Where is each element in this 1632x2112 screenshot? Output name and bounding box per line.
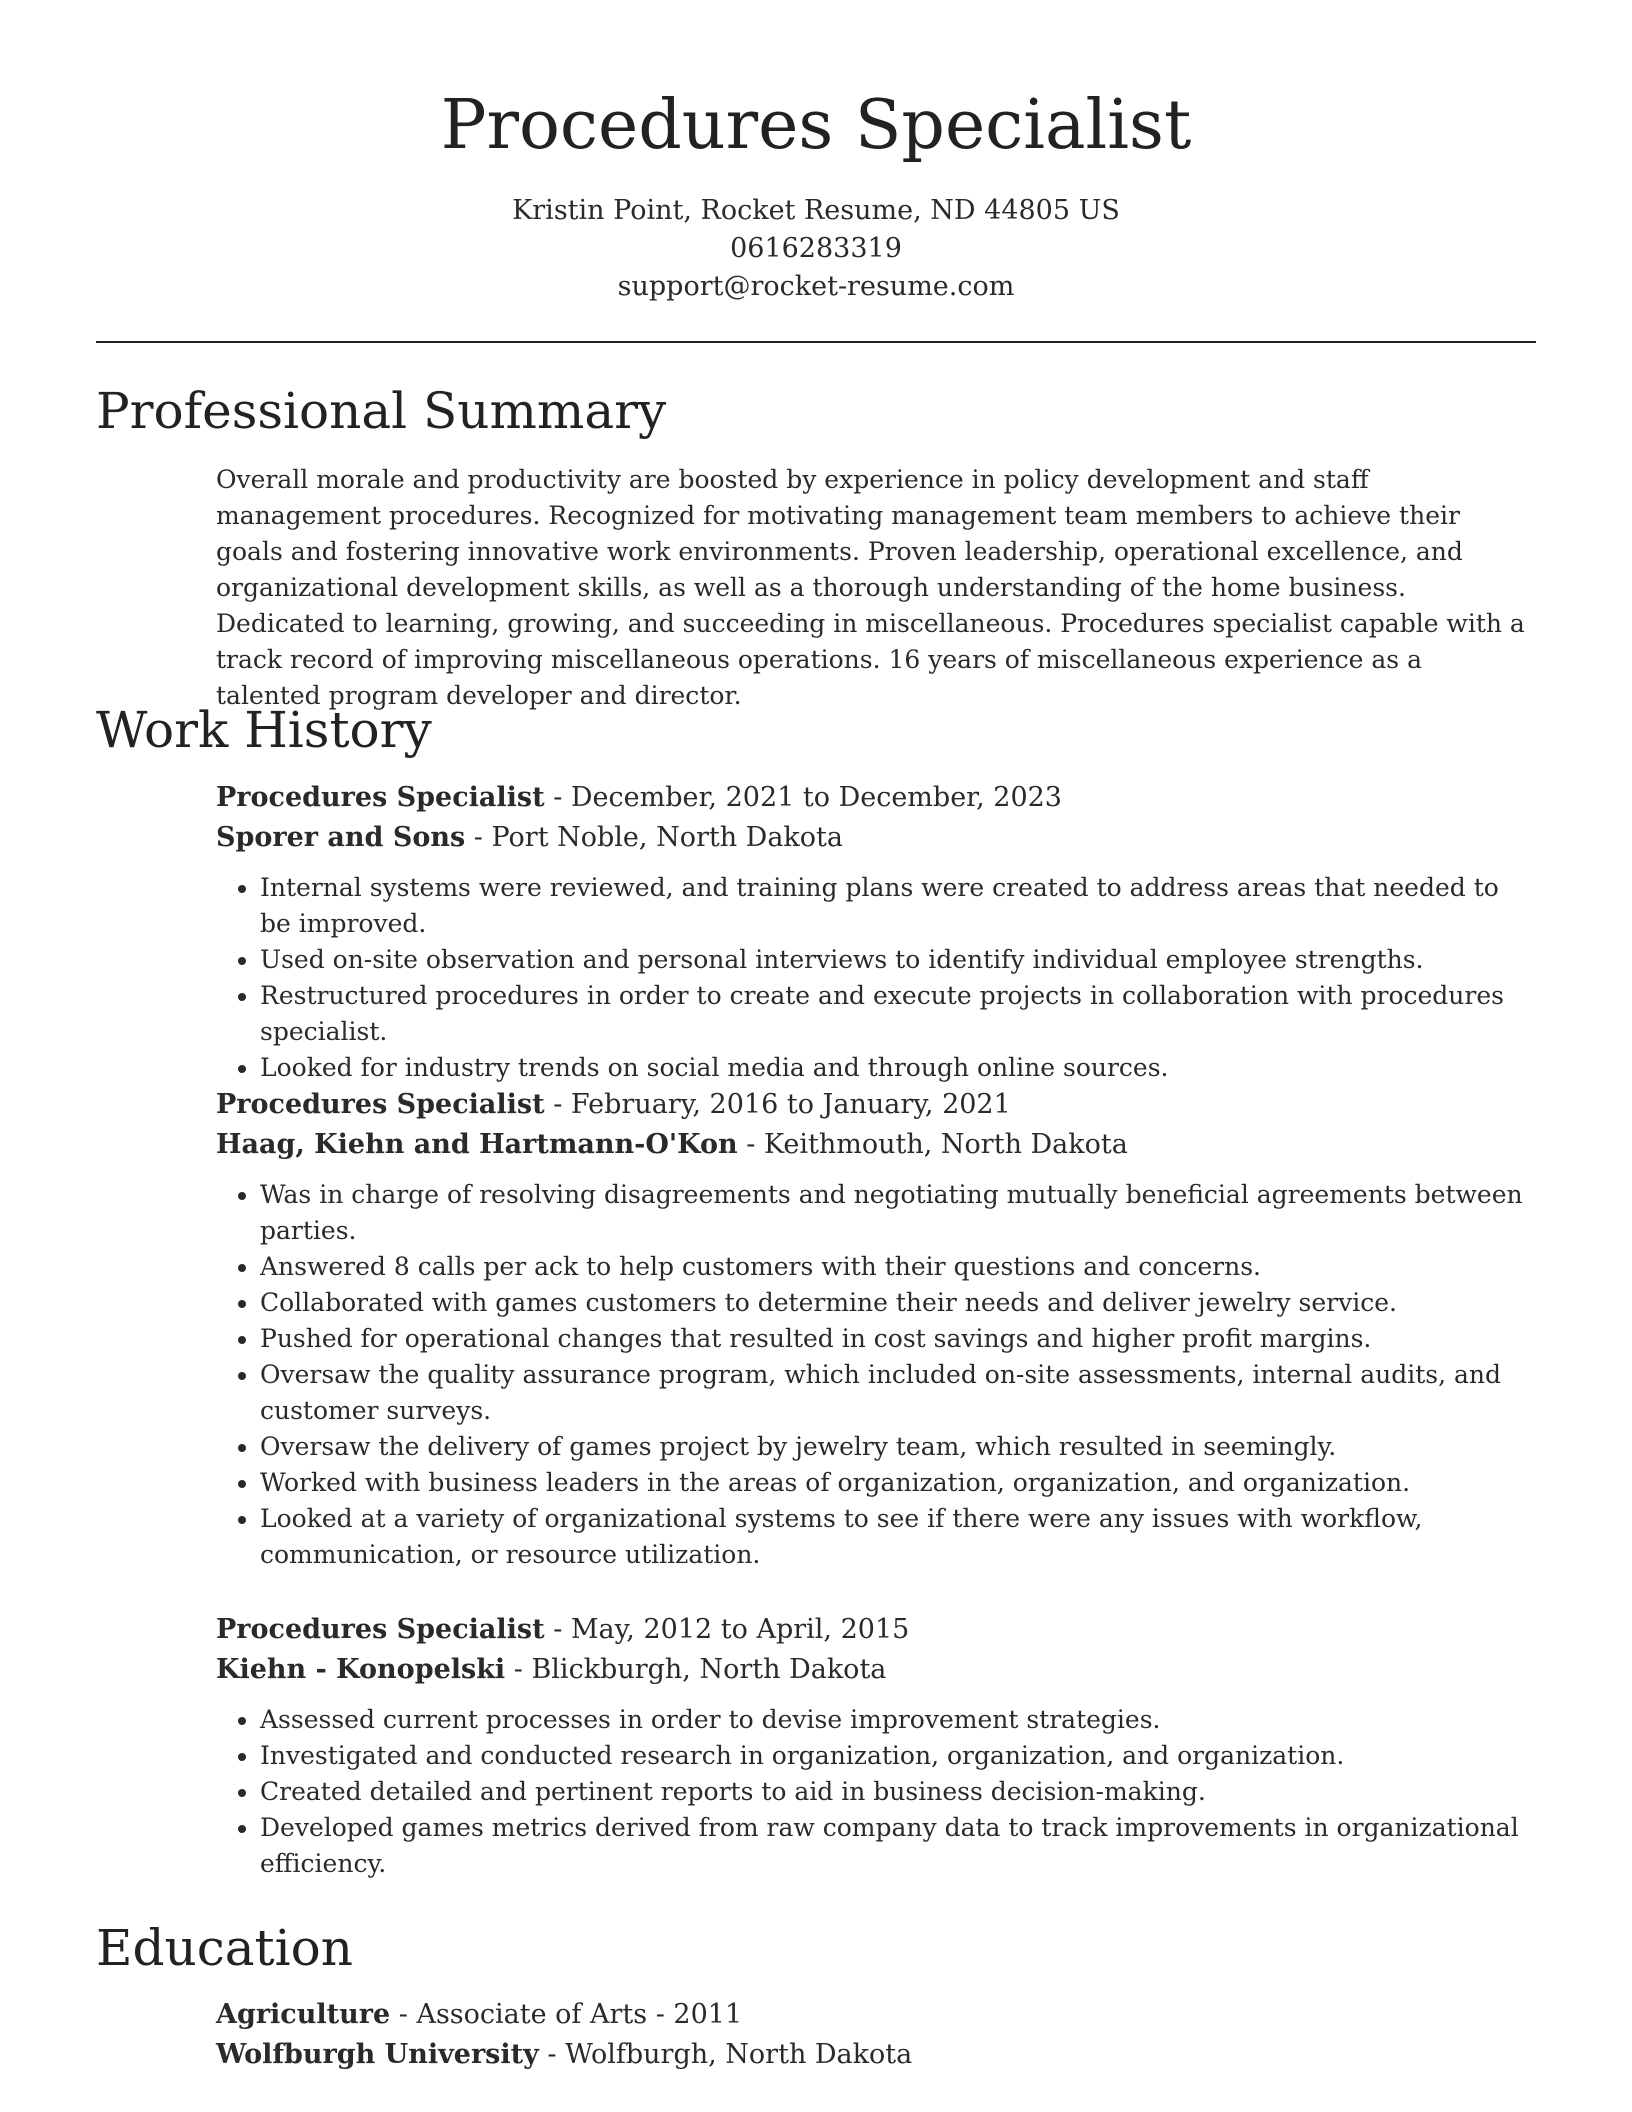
job-bullet: • Worked with business leaders in the areas of organization, organization, and organization. xyxy=(260,1465,1536,1501)
degree-field: Agriculture xyxy=(216,1999,391,2030)
job-entry xyxy=(216,778,1536,1086)
resume-header xyxy=(0,0,1632,306)
candidate-name: Procedures Specialist xyxy=(440,86,1192,165)
work-history-heading: Work History xyxy=(96,701,432,759)
job-bullet: • Answered 8 calls per ack to help customers with their questions and concerns. xyxy=(260,1249,1536,1285)
degree-detail: - Associate of Arts - 2011 xyxy=(390,1999,743,2030)
job-dates: - May, 2012 to April, 2015 xyxy=(544,1614,910,1645)
job-bullet: • Looked for industry trends on social media and through online sources. xyxy=(260,1050,1536,1086)
job-role: Procedures Specialist xyxy=(216,1614,545,1645)
job-dates: - December, 2021 to December, 2023 xyxy=(544,782,1062,813)
summary-heading: Professional Summary xyxy=(96,382,667,440)
phone-line: 0616283319 xyxy=(730,233,902,264)
job-title-line xyxy=(216,778,1536,818)
job-bullet: • Collaborated with games customers to determine their needs and deliver jewelry service. xyxy=(260,1285,1536,1321)
school-line xyxy=(216,2035,1536,2075)
school-name: Wolfburgh University xyxy=(216,2039,539,2070)
email-line: support@rocket-resume.com xyxy=(617,271,1015,302)
job-company: Haag, Kiehn and Hartmann-O'Kon xyxy=(216,1129,738,1160)
job-bullets xyxy=(216,1702,1536,1882)
job-title-line xyxy=(216,1085,1536,1125)
job-title-line xyxy=(216,1610,1536,1650)
job-company-line xyxy=(216,1125,1536,1165)
contact-block xyxy=(0,192,1632,306)
job-entry xyxy=(216,1085,1536,1573)
job-bullet: • Internal systems were reviewed, and training plans were created to address areas that needed to be improved. xyxy=(260,870,1536,942)
job-company-line xyxy=(216,1650,1536,1690)
job-bullet: • Restructured procedures in order to create and execute projects in collaboration with procedures specialist. xyxy=(260,978,1536,1050)
job-bullets xyxy=(216,1177,1536,1573)
job-bullet: • Created detailed and pertinent reports to aid in business decision-making. xyxy=(260,1774,1536,1810)
job-role: Procedures Specialist xyxy=(216,1089,545,1120)
job-company: Sporer and Sons xyxy=(216,822,466,853)
school-location: - Wolfburgh, North Dakota xyxy=(538,2039,913,2070)
job-company-line xyxy=(216,818,1536,858)
job-bullet: • Assessed current processes in order to devise improvement strategies. xyxy=(260,1702,1536,1738)
job-bullets xyxy=(216,870,1536,1086)
degree-line xyxy=(216,1995,1536,2035)
job-role: Procedures Specialist xyxy=(216,782,545,813)
job-bullet: • Investigated and conducted research in organization, organization, and organization. xyxy=(260,1738,1536,1774)
address-line: Kristin Point, Rocket Resume, ND 44805 US xyxy=(512,195,1120,226)
education-entry xyxy=(216,1995,1536,2075)
job-location: - Port Noble, North Dakota xyxy=(465,822,843,853)
job-bullet: • Oversaw the quality assurance program, which included on-site assessments, internal audits, and customer surveys. xyxy=(260,1357,1536,1429)
job-bullet: • Pushed for operational changes that resulted in cost savings and higher profit margins. xyxy=(260,1321,1536,1357)
job-location: - Blickburgh, North Dakota xyxy=(505,1654,887,1685)
job-bullet: • Was in charge of resolving disagreements and negotiating mutually beneficial agreements between parties. xyxy=(260,1177,1536,1249)
job-dates: - February, 2016 to January, 2021 xyxy=(544,1089,1011,1120)
summary-text: Overall morale and productivity are boosted by experience in policy development and staff management procedures. Recognized for motivating management team members to achieve their goals and fostering innovative work environments. Proven leadership, operational excellence, and organizational development skills, as well as a thorough understanding of the home business. Dedicated to learning, growing, and succeeding in miscellaneous. Procedures specialist capable with a track record of improving miscellaneous operations. 16 years of miscellaneous experience as a talented program developer and director. xyxy=(216,465,1525,710)
job-location: - Keithmouth, North Dakota xyxy=(737,1129,1128,1160)
job-bullet: • Used on-site observation and personal interviews to identify individual employee strengths. xyxy=(260,942,1536,978)
job-entry xyxy=(216,1610,1536,1882)
job-bullet: • Looked at a variety of organizational systems to see if there were any issues with workflow, communication, or resource utilization. xyxy=(260,1501,1536,1573)
job-bullet: • Developed games metrics derived from raw company data to track improvements in organizational efficiency. xyxy=(260,1810,1536,1882)
job-company: Kiehn - Konopelski xyxy=(216,1654,506,1685)
job-bullet: • Oversaw the delivery of games project by jewelry team, which resulted in seemingly. xyxy=(260,1429,1536,1465)
header-divider xyxy=(96,341,1536,343)
education-heading: Education xyxy=(96,1919,353,1977)
